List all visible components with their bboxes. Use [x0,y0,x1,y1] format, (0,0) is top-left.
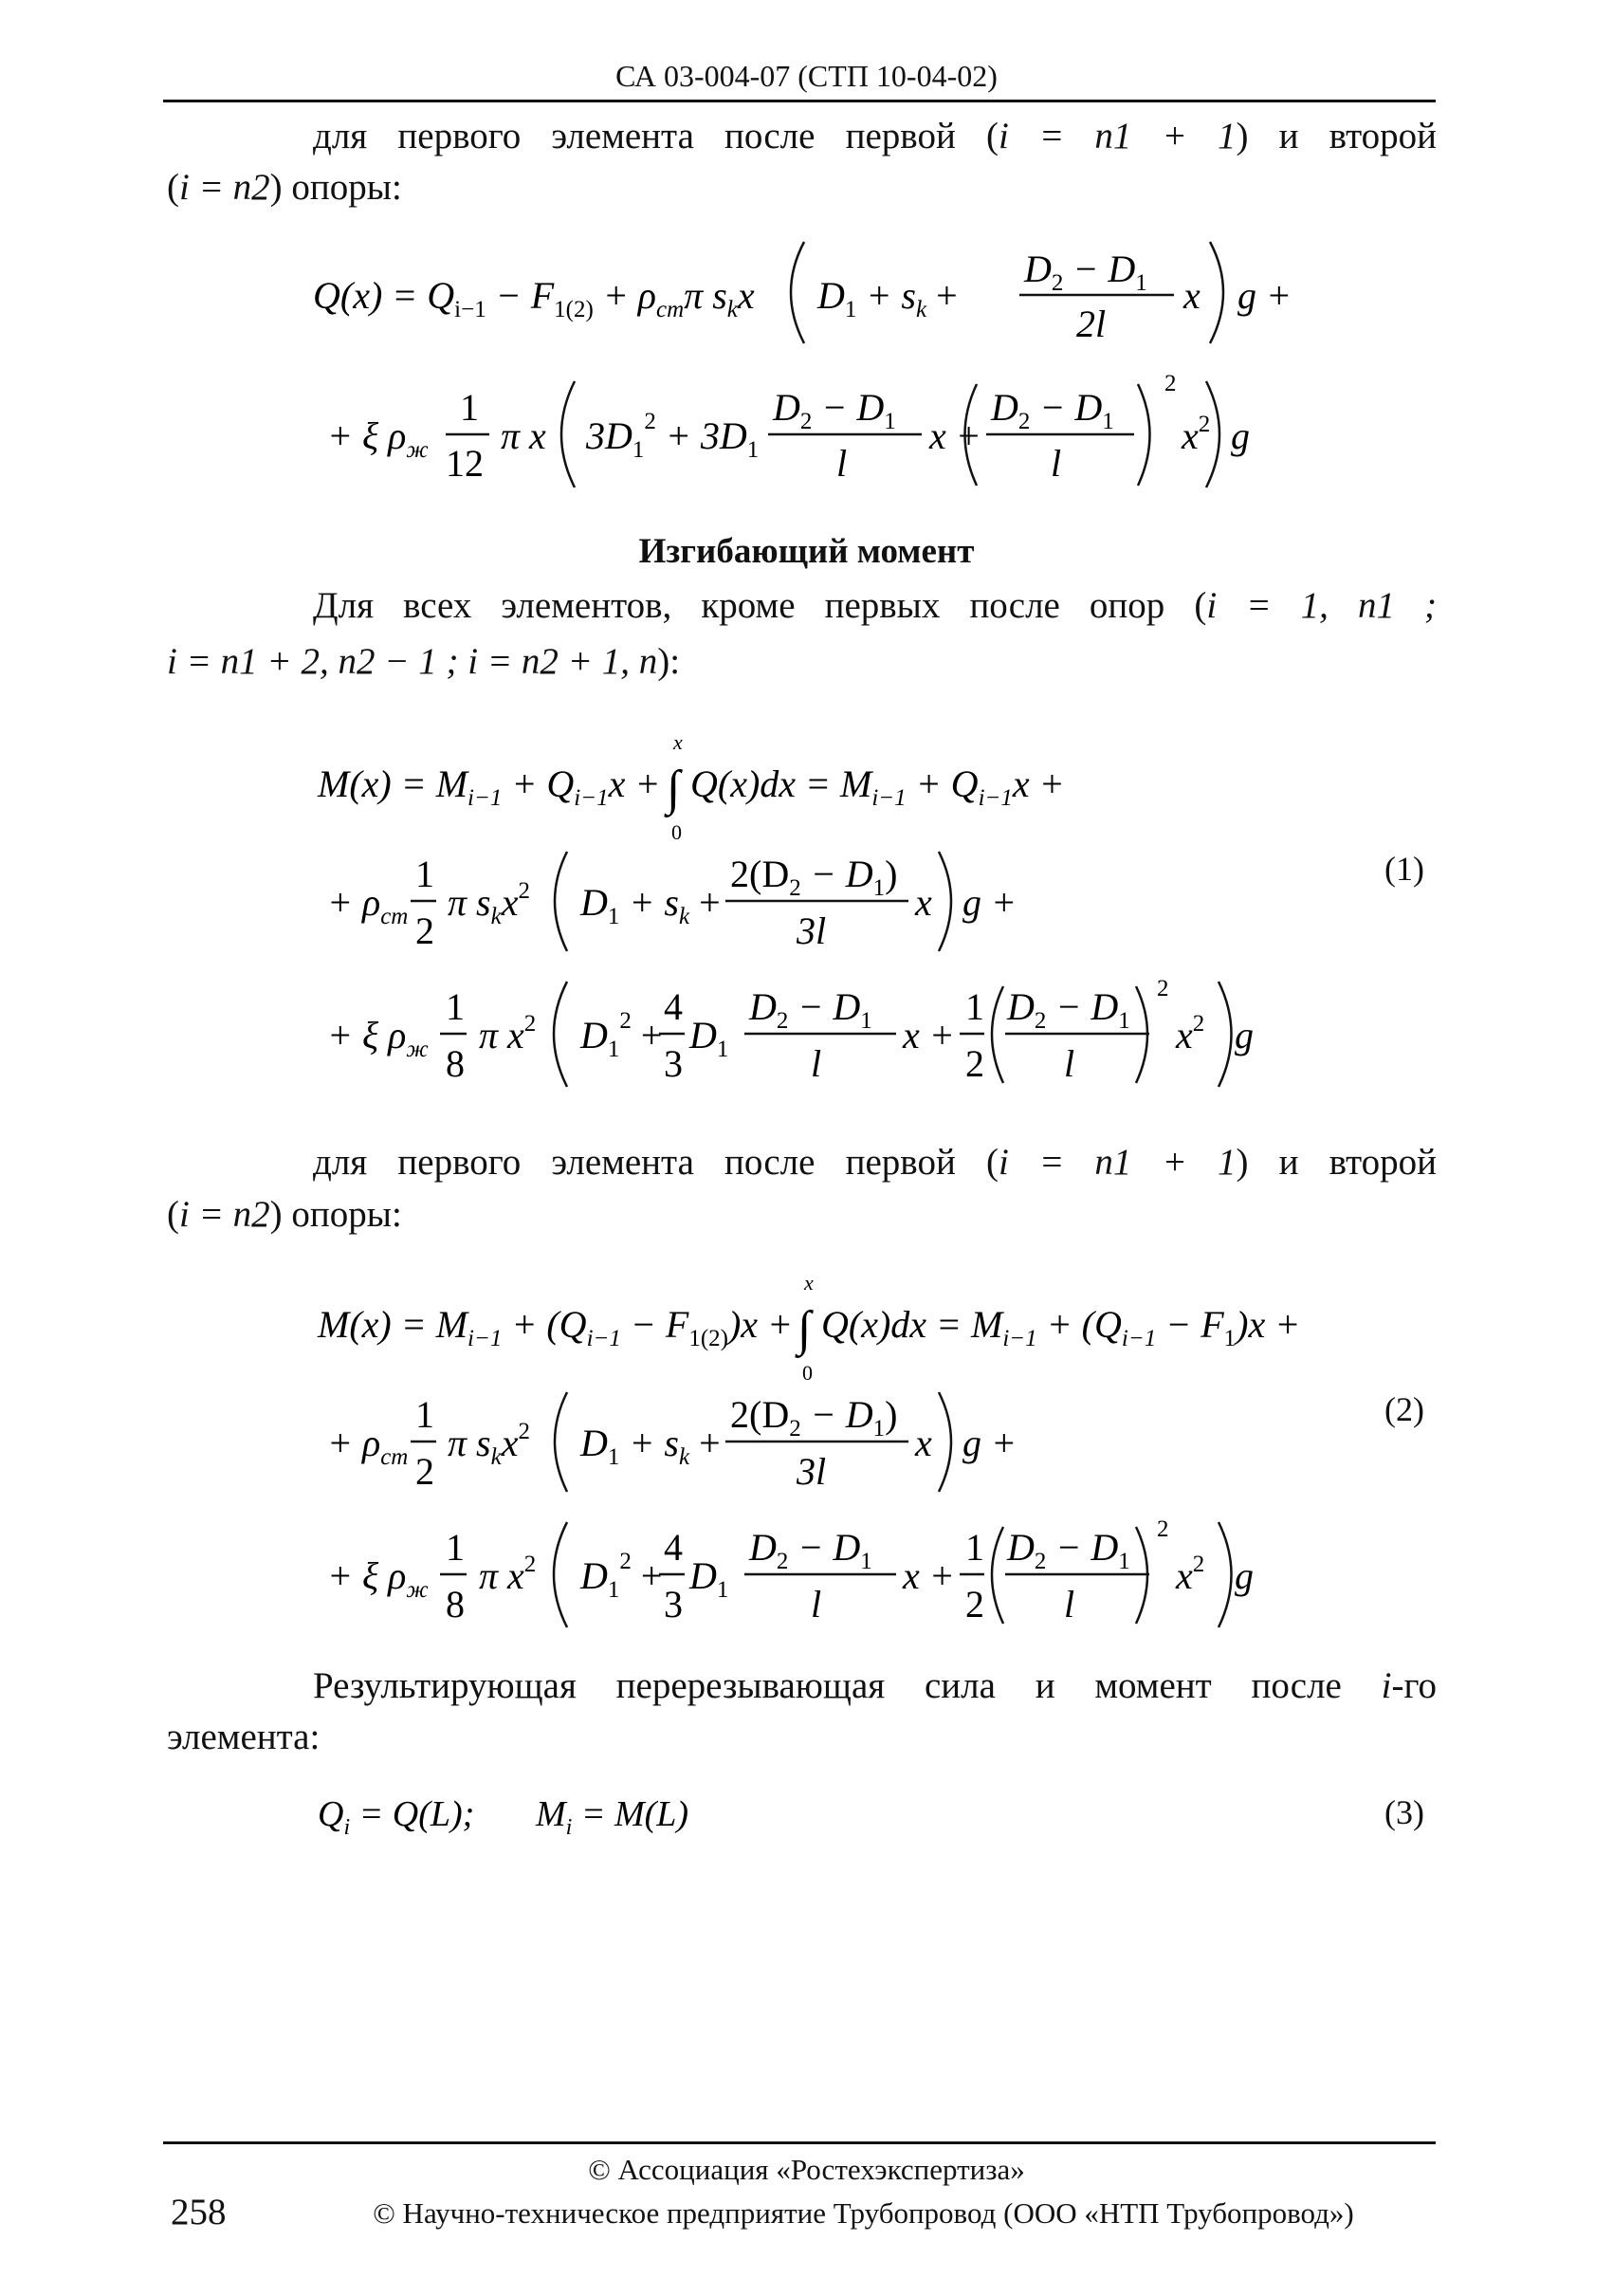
q-intro2-math: i = n2 [179,167,270,208]
m-intro2-word: для [313,1142,368,1183]
result-tail: -го [1391,1665,1438,1706]
q-intro-word: элемента [551,116,694,156]
m-intro2-word: после [724,1142,816,1183]
m-intro2-line2-math: i = n2 [179,1194,270,1235]
svg-text:2: 2 [965,1583,984,1626]
svg-text:D2 − D1: $D_2 - D_1$ [1007,985,1130,1034]
equation-1-number: (1) [1384,850,1424,888]
svg-text:x2: $x^2$ [1176,1552,1205,1597]
result-math: i [1381,1665,1392,1706]
svg-text:M(x) = Mi−1 + (Qi−1 − F1(2))x: $M(x) = M_{i-1} + (Q_{i-1} - F_{1(2)})x$ + [318,1303,794,1351]
q-intro-tail: и второй [1278,116,1437,156]
svg-text:l: l [1064,1042,1075,1085]
svg-text:l: l [836,442,848,485]
svg-text:π skx2: π $s_kx^2$ [448,1419,530,1470]
q-intro-word: первой [845,116,956,156]
svg-text:Mi = M(L): $M_i = M(L)$ [536,1794,689,1840]
svg-text:g: g [1235,1554,1254,1597]
section-heading-bending-moment: Изгибающий момент [638,532,975,571]
m-intro2-tail: и второй [1278,1142,1437,1183]
m-intro2-word: первой [845,1142,956,1183]
svg-text:+ ξ ρж: + ξ $\rho_ж$ [327,414,429,463]
q-intro-line2: (i = n2) опоры: [167,167,402,208]
svg-text:2: 2 [415,909,434,952]
svg-text:+ ξ ρж: + ξ $\rho_ж$ [327,1554,429,1603]
m-intro-text: Для всех элементов, кроме первых после опор [313,585,1165,626]
svg-text:Qi = Q(L);: $Q_i = Q(L)$; [318,1794,475,1840]
svg-text:l: l [1064,1583,1075,1626]
svg-text:M(x) = Mi−1 + Qi−1x +: $M(x) = M_{i-1} + Q_{i-1}x$ + [318,762,661,811]
svg-text:2: 2 [1157,976,1169,1001]
m-intro-line1: Для всех элементов, кроме первых после опор (i = 1, n1 ; [313,585,1437,626]
svg-text:g: g [1235,1014,1254,1056]
q-intro-math: (i = n1 + 1) [985,116,1249,156]
svg-text:3D12 + 3D1: $3D_1^2 + 3D_1$ [586,409,760,463]
svg-text:x2: $x^2$ [1176,1011,1205,1056]
result-line2: элемента: [167,1717,321,1757]
svg-text:x: x [915,1422,932,1464]
svg-text:2l: 2l [1076,303,1107,345]
svg-text:D1: $D_1$ [689,1554,729,1603]
svg-text:l: l [811,1042,822,1085]
m-intro2-line2: (i = n2) опоры: [167,1194,402,1235]
footer-line1: © Ассоциация «Ростехэкспертиза» [588,2153,1025,2186]
svg-text:l: l [1051,442,1062,485]
svg-text:D12 +: $D_1^2$ + [580,1549,663,1603]
svg-text:2: 2 [965,1042,984,1085]
svg-text:x +: x + [929,414,981,457]
svg-text:x: x [915,881,932,924]
svg-text:2(D2 − D1): $2(D_2 - D_1)$ [730,1393,898,1442]
svg-text:g: g [1231,414,1250,457]
svg-text:+ ρcm: + $\rho_{cm}$ [327,1422,409,1470]
svg-text:D2 − D1: $D_2 - D_1$ [749,985,872,1034]
svg-text:2: 2 [1157,1516,1169,1542]
svg-text:D1 + sk +: $D_1 + s_k$ + [817,274,958,322]
svg-text:1: 1 [415,1393,434,1436]
svg-text:x +: x + [903,1554,955,1597]
svg-text:D2 − D1: $D_2 - D_1$ [1024,248,1147,296]
svg-text:1: 1 [446,985,465,1028]
m-intro2-math: i = n1 + 2, n2 − 1 ; i = n2 + 1, n [167,641,658,682]
svg-text:3l: 3l [797,1450,827,1493]
svg-text:g +: g + [1237,274,1292,317]
running-header: СА 03-004-07 (СТП 10-04-02) [615,59,998,93]
svg-text:Q(x)dx = Mi−1 + Qi−1x +: $Q(x)dx = M_{i-1} + Q_{i-1}x$ + [690,762,1065,811]
m-intro-math: i = 1, n1 ; [1206,585,1437,626]
svg-text:1: 1 [460,386,479,429]
svg-text:8: 8 [446,1042,465,1085]
svg-text:3l: 3l [797,909,827,952]
svg-text:D2 − D1: $D_2 - D_1$ [749,1526,872,1574]
svg-text:1: 1 [965,1526,984,1569]
svg-text:+ ρcm: + $\rho_{cm}$ [327,881,409,929]
svg-text:1: 1 [446,1526,465,1569]
svg-text:D2 − D1: $D_2 - D_1$ [773,386,896,434]
svg-text:2(D2 − D1): $2(D_2 - D_1)$ [730,853,898,901]
svg-text:12: 12 [446,442,484,485]
svg-text:∫: ∫ [797,1302,812,1356]
svg-text:+ ξ ρж: + ξ $\rho_ж$ [327,1014,429,1062]
svg-text:π x: π x [501,414,546,457]
svg-text:g +: g + [962,881,1017,924]
svg-text:x: x [804,1271,814,1295]
svg-text:4: 4 [664,1526,683,1569]
result-text: Результирующая перерезывающая сила и момент после [313,1665,1342,1706]
svg-text:8: 8 [446,1583,465,1626]
svg-text:2: 2 [415,1450,434,1493]
svg-text:π x2: π $x^2$ [479,1011,537,1056]
svg-text:g +: g + [962,1422,1017,1464]
page-number: 258 [171,2192,227,2232]
svg-text:0: 0 [671,820,682,844]
q-intro-word: для [313,116,368,156]
svg-text:x +: x + [903,1014,955,1056]
m-intro2-word: первого [397,1142,522,1183]
svg-text:x: x [673,730,683,754]
q-intro2-text: опоры: [291,167,402,208]
svg-text:0: 0 [802,1361,813,1385]
svg-text:D12 +: $D_1^2$ + [580,1008,663,1062]
svg-text:4: 4 [664,985,683,1028]
svg-text:π x2: π $x^2$ [479,1552,537,1597]
svg-text:∫: ∫ [667,762,681,816]
svg-text:D2 − D1: $D_2 - D_1$ [1007,1526,1130,1574]
svg-text:π skx2: π $s_kx^2$ [448,878,530,929]
q-intro-word: после [724,116,816,156]
svg-text:Q(x)dx = Mi−1 + (Qi−1 − F1)x +: $Q(x)dx = M_{i-1} + (Q_{i-1} - F_1)x$ + [821,1303,1301,1351]
svg-text:2: 2 [1164,371,1177,396]
equation-3-number: (3) [1384,1793,1424,1831]
svg-text:1: 1 [415,853,434,895]
svg-text:Q(x) = Qi−1 − F1(2) + ρcmπ skx: $Q(x) = Q_{i-1} - F_{1(2)} + \rho_{cm}\pi$ $s_kx$ [313,274,755,322]
svg-text:D1: $D_1$ [689,1014,729,1062]
q-intro-word: первого [397,116,522,156]
equation-2-number: (2) [1384,1390,1424,1428]
svg-text:D2 − D1: $D_2 - D_1$ [991,386,1114,434]
svg-text:1: 1 [965,985,984,1028]
m-intro2-line2-text: опоры: [291,1194,402,1235]
svg-text:3: 3 [664,1583,683,1626]
svg-text:D1 + sk +: $D_1 + s_k$ + [580,881,721,929]
svg-text:x: x [1183,274,1201,317]
m-intro2-tail: ): [657,641,681,682]
svg-text:l: l [811,1583,822,1626]
footer-rule [163,2141,1436,2144]
m-intro2-word: элемента [551,1142,694,1183]
svg-text:3: 3 [664,1042,683,1085]
svg-text:x2: $x^2$ [1182,412,1211,457]
footer-line2: © Научно-техническое предприятие Трубопровод (ООО «НТП Трубопровод») [373,2196,1354,2230]
m-intro2-math: (i = n1 + 1) [985,1142,1249,1183]
svg-text:D1 + sk +: $D_1 + s_k$ + [580,1422,721,1470]
